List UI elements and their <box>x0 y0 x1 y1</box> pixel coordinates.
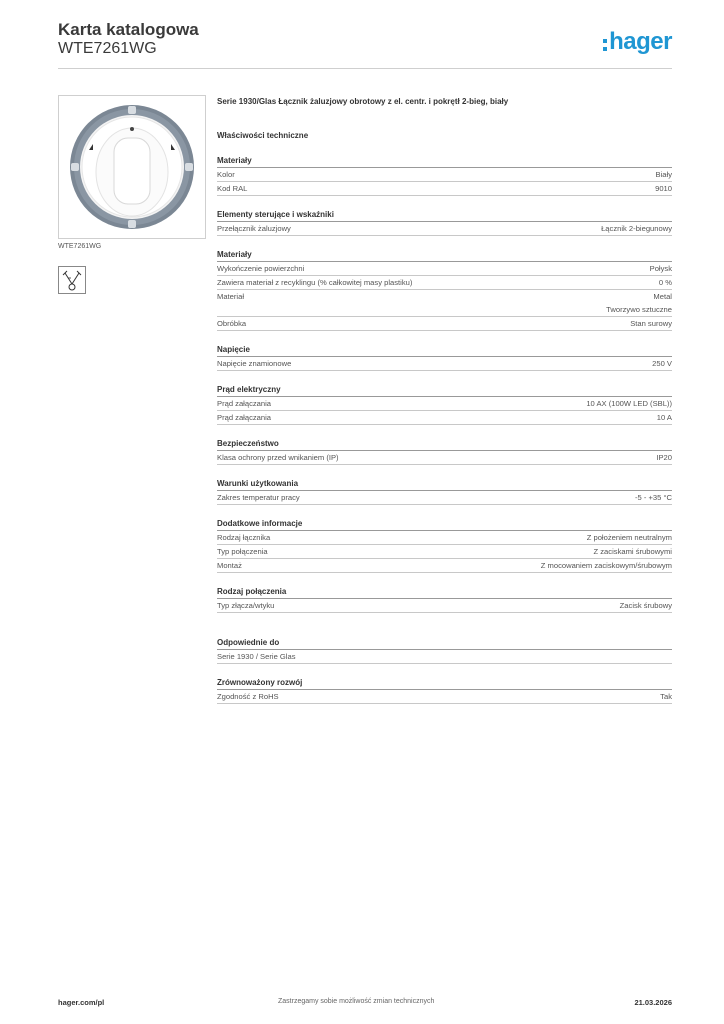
logo-text: hager <box>609 28 672 55</box>
property-row <box>217 451 672 465</box>
property-label: Kolor <box>217 170 235 179</box>
property-value <box>659 276 672 289</box>
property-value-line: 9010 <box>655 184 672 193</box>
property-row <box>217 690 672 704</box>
hager-logo[interactable] <box>603 28 672 56</box>
main-content <box>217 95 672 704</box>
property-value <box>620 599 672 612</box>
property-row <box>217 599 672 613</box>
property-value <box>630 317 672 330</box>
product-title: Serie 1930/Glas Łącznik żaluzjowy obrotowy z el. centr. i pokrętł 2-bieg, biały <box>217 97 509 106</box>
product-code: WTE7261WG <box>58 40 157 57</box>
property-value-line: -5 - +35 °C <box>634 493 672 502</box>
section-title: Prąd elektryczny <box>217 384 672 397</box>
section-title: Bezpieczeństwo <box>217 438 672 451</box>
property-label: Wykończenie powierzchni <box>217 264 305 273</box>
property-value-line: Metal <box>653 292 672 301</box>
image-caption: WTE7261WG <box>58 243 102 250</box>
header-divider <box>58 68 672 69</box>
property-label: Zakres temperatur pracy <box>217 493 300 502</box>
property-label: Zgodność z RoHS <box>217 692 279 701</box>
section-title: Zrównoważony rozwój <box>217 677 672 690</box>
section-title: Rodzaj połączenia <box>217 586 672 599</box>
footer-notice: Zastrzegamy sobie możliwość zmian technicznych <box>278 998 435 1005</box>
property-row <box>217 531 672 545</box>
property-value-line: Z mocowaniem zaciskowym/śrubowym <box>540 561 672 570</box>
property-label: Klasa ochrony przed wnikaniem (IP) <box>217 453 339 462</box>
property-value <box>635 491 672 504</box>
property-value-line: 10 AX (100W LED (SBL)) <box>586 399 672 408</box>
property-label: Typ połączenia <box>217 547 268 556</box>
switch-symbol <box>58 266 86 294</box>
property-value <box>601 222 672 235</box>
property-value-line: Biały <box>655 170 672 179</box>
sections-container <box>217 155 672 704</box>
property-value <box>606 290 672 316</box>
property-row <box>217 650 672 664</box>
property-value <box>656 451 672 464</box>
property-label: Prąd załączania <box>217 413 272 422</box>
property-label: Przełącznik żaluzjowy <box>217 224 291 233</box>
property-value-line: Tworzywo sztuczne <box>606 305 672 314</box>
property-label: Prąd załączania <box>217 399 272 408</box>
property-label: Materiał <box>217 292 245 301</box>
property-row <box>217 545 672 559</box>
switch-symbol-icon <box>59 267 85 293</box>
property-value <box>657 411 672 424</box>
property-value-line: Tak <box>660 692 672 701</box>
rotary-switch-product-image <box>59 96 205 238</box>
property-value-line: 0 % <box>658 278 672 287</box>
footer-date: 21.03.2026 <box>634 998 672 1007</box>
property-value-line: Zacisk śrubowy <box>619 601 672 610</box>
technical-properties-title: Właściwości techniczne <box>217 131 309 140</box>
property-row <box>217 168 672 182</box>
section-title: Napięcie <box>217 344 672 357</box>
property-label: Kod RAL <box>217 184 248 193</box>
property-value-line: Stan surowy <box>630 319 672 328</box>
property-value <box>587 531 672 544</box>
property-label: Rodzaj łącznika <box>217 533 271 542</box>
property-value <box>655 182 672 195</box>
property-label: Zawiera materiał z recyklingu (% całkowitej masy plastiku) <box>217 278 413 287</box>
section-title: Dodatkowe informacje <box>217 518 672 531</box>
property-value-line: Z położeniem neutralnym <box>586 533 672 542</box>
property-row <box>217 290 672 317</box>
property-label: Napięcie znamionowe <box>217 359 292 368</box>
property-value <box>541 559 672 572</box>
property-row <box>217 397 672 411</box>
property-row <box>217 222 672 236</box>
property-row <box>217 491 672 505</box>
property-label: Serie 1930 / Serie Glas <box>217 652 296 661</box>
property-value-line: Połysk <box>649 264 672 273</box>
property-label: Obróbka <box>217 319 247 328</box>
property-row <box>217 182 672 196</box>
property-row <box>217 262 672 276</box>
product-image <box>58 95 206 239</box>
property-row <box>217 357 672 371</box>
property-row <box>217 411 672 425</box>
property-label: Montaż <box>217 561 242 570</box>
footer-website[interactable]: hager.com/pl <box>58 998 105 1007</box>
property-value-line: 10 A <box>656 413 672 422</box>
logo-dots-icon <box>603 33 607 51</box>
property-value-line: 250 V <box>652 359 672 368</box>
property-value <box>656 168 672 181</box>
section-title: Materiały <box>217 155 672 168</box>
header-title: Karta katalogowa <box>58 20 199 39</box>
property-value <box>650 262 672 275</box>
property-value <box>652 357 672 370</box>
property-row <box>217 276 672 290</box>
section-title: Warunki użytkowania <box>217 478 672 491</box>
property-value <box>594 545 672 558</box>
property-value-line: Łącznik 2-biegunowy <box>601 224 672 233</box>
section-title: Materiały <box>217 249 672 262</box>
section-title: Odpowiednie do <box>217 637 672 650</box>
property-value-line: IP20 <box>656 453 672 462</box>
property-value <box>660 690 672 703</box>
property-label: Typ złącza/wtyku <box>217 601 275 610</box>
property-value-line: Z zaciskami śrubowymi <box>593 547 672 556</box>
property-value <box>586 397 672 410</box>
property-row <box>217 317 672 331</box>
section-title: Elementy sterujące i wskaźniki <box>217 209 672 222</box>
property-row <box>217 559 672 573</box>
